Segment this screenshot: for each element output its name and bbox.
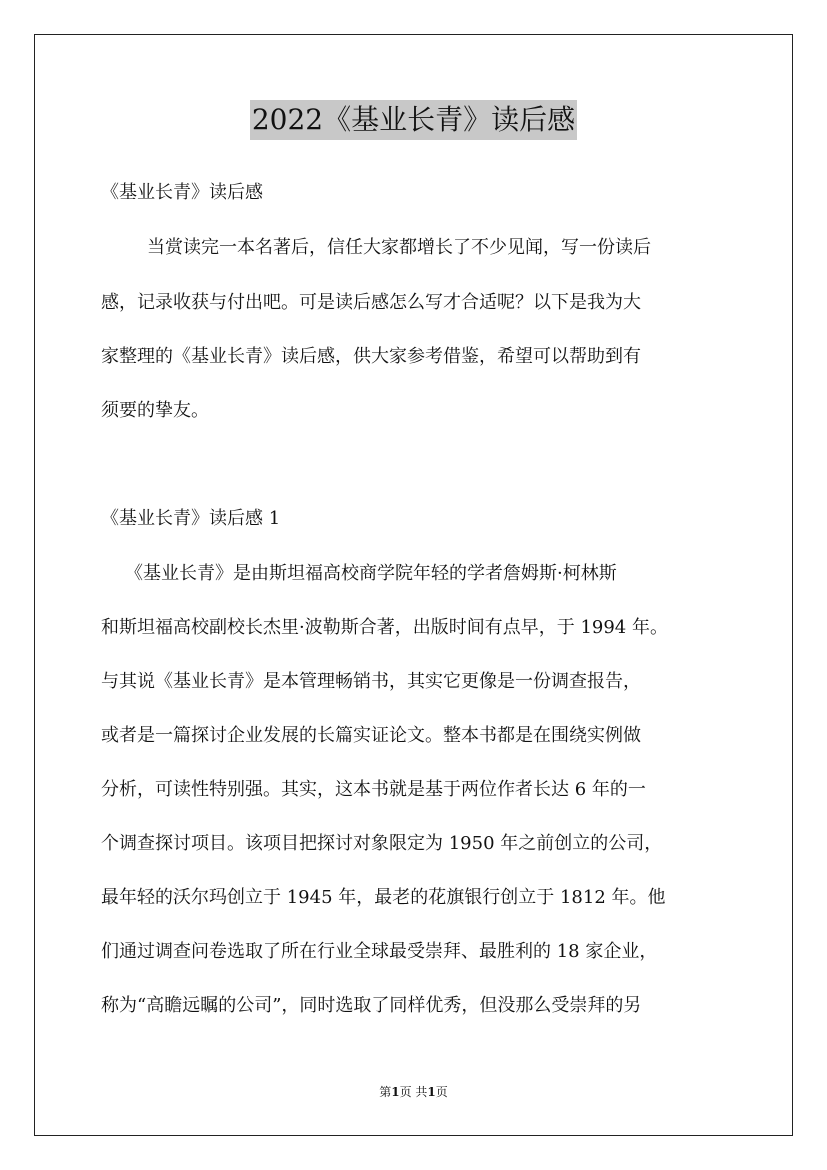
footer-mid: 页 共 <box>399 1085 428 1099</box>
body-line-9: 称为“高瞻远瞩的公司”，同时选取了同样优秀，但没那么受崇拜的另 <box>101 995 642 1016</box>
body-line-5: 分析，可读性特别强。其实，这本书就是基于两位作者长达 6 年的一 <box>101 779 646 800</box>
document-title: 2022《基业长青》读后感 <box>250 100 577 140</box>
section-heading: 《基业长青》读后感 1 <box>101 508 281 529</box>
intro-line-3: 家整理的《基业长青》读后感，供大家参考借鉴，希望可以帮助到有 <box>101 346 641 367</box>
footer-page-current: 1 <box>391 1085 400 1099</box>
body-line-7: 最年轻的沃尔玛创立于 1945 年，最老的花旗银行创立于 1812 年。他 <box>101 887 666 908</box>
footer-page-total: 1 <box>427 1085 436 1099</box>
footer-suffix: 页 <box>435 1085 448 1099</box>
subtitle: 《基业长青》读后感 <box>101 182 263 203</box>
body-line-2: 和斯坦福高校副校长杰里·波勒斯合著，出版时间有点早，于 1994 年。 <box>101 617 668 638</box>
body-line-8: 们通过调查问卷选取了所在行业全球最受崇拜、最胜利的 18 家企业， <box>101 941 658 962</box>
page-footer <box>0 1084 827 1100</box>
intro-line-4: 须要的挚友。 <box>101 400 209 421</box>
body-line-6: 个调查探讨项目。该项目把探讨对象限定为 1950 年之前创立的公司， <box>101 833 663 854</box>
title-container <box>0 100 827 140</box>
body-line-3: 与其说《基业长青》是本管理畅销书，其实它更像是一份调查报告， <box>101 671 641 692</box>
footer-prefix: 第 <box>379 1085 392 1099</box>
body-line-1: 《基业长青》是由斯坦福高校商学院年轻的学者詹姆斯·柯林斯 <box>125 563 617 584</box>
body-line-4: 或者是一篇探讨企业发展的长篇实证论文。整本书都是在围绕实例做 <box>101 725 641 746</box>
intro-line-2: 感，记录收获与付出吧。可是读后感怎么写才合适呢？以下是我为大 <box>101 292 641 313</box>
intro-line-1: 当赏读完一本名著后，信任大家都增长了不少见闻，写一份读后 <box>147 237 651 258</box>
